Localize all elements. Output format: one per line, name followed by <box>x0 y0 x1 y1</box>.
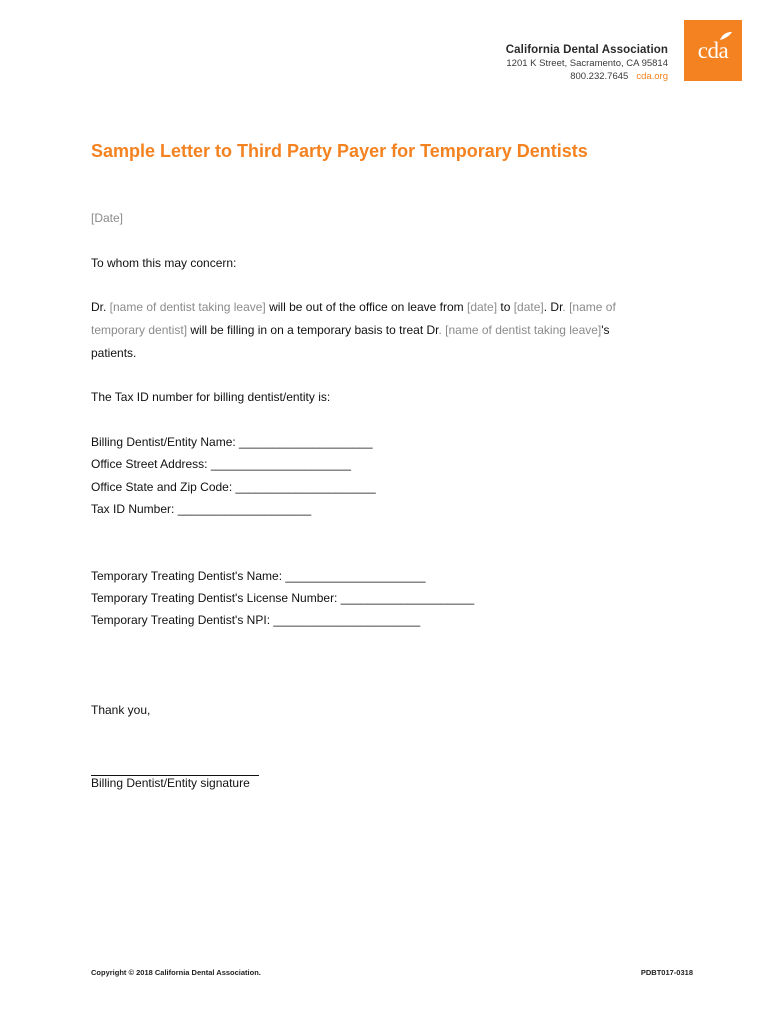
tax-intro: The Tax ID number for billing dentist/entity is: <box>91 390 331 404</box>
date-placeholder: [Date] <box>91 211 124 225</box>
temp-dentist-license-field: Temporary Treating Dentist's License Number: ____________________ <box>91 591 475 605</box>
tax-id-field: Tax ID Number: ____________________ <box>91 502 312 516</box>
paragraph-line-3: patients. <box>91 346 137 360</box>
org-address: 1201 K Street, Sacramento, CA 95814 <box>506 58 668 69</box>
paragraph-line-1: Dr. [name of dentist taking leave] will be out of the office on leave from [date] to [date]. Dr. [name of <box>91 300 616 314</box>
org-website[interactable]: cda.org <box>636 71 668 82</box>
org-contact <box>506 71 668 82</box>
salutation: To whom this may concern: <box>91 256 237 270</box>
office-address-field: Office Street Address: _____________________ <box>91 457 351 471</box>
office-state-zip-field: Office State and Zip Code: _____________________ <box>91 480 376 494</box>
org-phone: 800.232.7645 <box>570 71 629 82</box>
billing-name-field: Billing Dentist/Entity Name: ____________________ <box>91 435 373 449</box>
org-header <box>506 44 668 82</box>
logo-text: cda <box>697 38 729 63</box>
temp-dentist-npi-field: Temporary Treating Dentist's NPI: ______________________ <box>91 613 421 627</box>
closing: Thank you, <box>91 703 151 717</box>
footer-doc-code: PDBT017-0318 <box>640 968 693 977</box>
footer-copyright: Copyright © 2018 California Dental Association. <box>91 968 261 977</box>
org-name: California Dental Association <box>505 44 668 56</box>
cda-logo <box>684 20 742 81</box>
signature-label: Billing Dentist/Entity signature <box>91 776 250 790</box>
temp-dentist-name-field: Temporary Treating Dentist's Name: _____________________ <box>91 569 426 583</box>
page-title: Sample Letter to Third Party Payer for Temporary Dentists <box>91 141 588 161</box>
paragraph-line-2: temporary dentist] will be filling in on a temporary basis to treat Dr. [name of dentist taking leave]'s <box>91 323 610 337</box>
